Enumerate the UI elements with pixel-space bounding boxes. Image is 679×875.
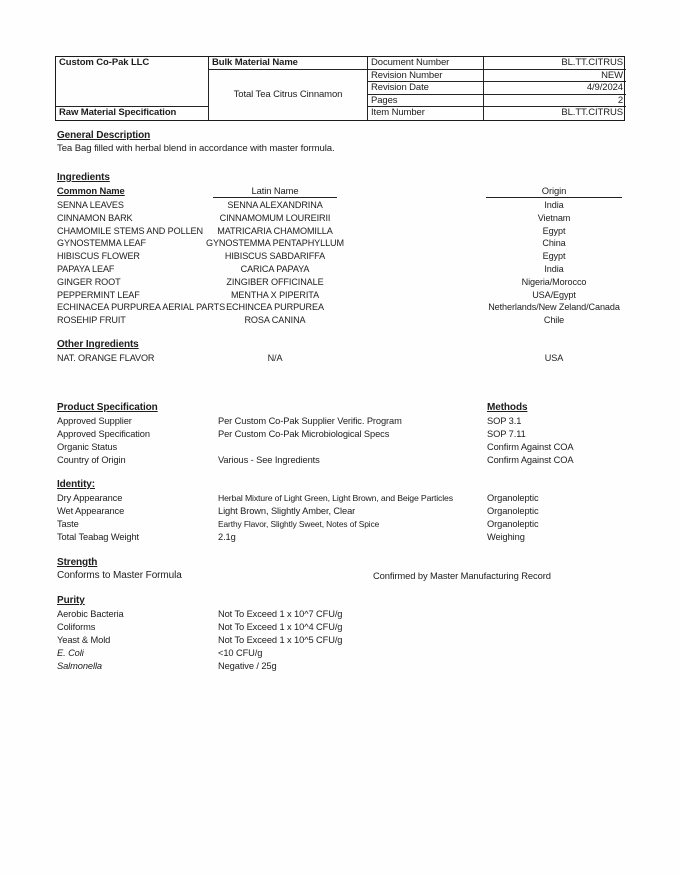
identity-method: Weighing: [487, 532, 525, 542]
methods-heading: Methods: [487, 402, 528, 413]
common-name-cell: GYNOSTEMMA LEAF: [57, 238, 146, 249]
purity-value: Not To Exceed 1 x 10^7 CFU/g: [218, 609, 343, 619]
origin-cell: Nigeria/Morocco: [521, 276, 587, 287]
purity-value: <10 CFU/g: [218, 648, 263, 658]
purity-label: Coliforms: [57, 622, 96, 632]
strength-heading: Strength: [57, 557, 98, 568]
spec-label: Organic Status: [57, 442, 118, 452]
common-name-cell: HIBISCUS FLOWER: [57, 251, 140, 262]
purity-heading: Purity: [57, 595, 85, 606]
spec-row: [57, 441, 623, 454]
purity-row: [57, 608, 623, 621]
purity-label: Yeast & Mold: [57, 635, 111, 645]
spec-method: Confirm Against COA: [487, 455, 574, 465]
field-value-document-number: BL.TT.CITRUS: [484, 57, 626, 70]
other-ingredient-row: [57, 352, 623, 365]
common-name-cell: CINNAMON BARK: [57, 212, 133, 223]
origin-cell: USA/Egypt: [532, 289, 576, 300]
purity-label: Aerobic Bacteria: [57, 609, 124, 619]
ingredient-row: [57, 237, 623, 250]
general-description-heading: General Description: [57, 130, 151, 141]
latin-name-cell: ROSA CANINA: [244, 315, 306, 326]
purity-label: E. Coli: [57, 648, 84, 658]
strength-section: [57, 556, 623, 582]
origin-cell: India: [544, 263, 564, 274]
bulk-material-label: Bulk Material Name: [209, 57, 368, 70]
field-value-item-number: BL.TT.CITRUS: [561, 107, 623, 119]
general-description-text: Tea Bag filled with herbal blend in accordance with master formula.: [57, 143, 335, 154]
ingredient-row: [57, 301, 623, 314]
identity-value: Herbal Mixture of Light Green, Light Brown, and Beige Particles: [218, 493, 453, 503]
field-value-revision-number: NEW: [484, 70, 626, 83]
common-name-cell: GINGER ROOT: [57, 276, 121, 287]
column-header-common-name: Common Name: [57, 185, 125, 196]
common-name-cell: ECHINACEA PURPUREA AERIAL PARTS: [57, 302, 226, 313]
origin-cell: Egypt: [542, 251, 566, 262]
product-specification-rows: [57, 415, 623, 467]
column-header-origin: Origin: [486, 185, 622, 198]
spec-row: [57, 454, 623, 467]
latin-name-cell: ECHINCEA PURPUREA: [226, 302, 324, 313]
ingredients-heading: Ingredients: [57, 172, 110, 183]
identity-value: Light Brown, Slightly Amber, Clear: [218, 506, 356, 516]
latin-name-cell: CARICA PAPAYA: [240, 263, 310, 274]
strength-row: [57, 569, 623, 582]
common-name-cell: PEPPERMINT LEAF: [57, 289, 140, 300]
purity-row: [57, 647, 623, 660]
purity-value: Not To Exceed 1 x 10^4 CFU/g: [218, 622, 343, 632]
latin-name-cell: HIBISCUS SABDARIFFA: [224, 251, 326, 262]
ingredients-table: [57, 199, 623, 327]
latin-name-cell: MENTHA X PIPERITA: [230, 289, 320, 300]
latin-name-cell: ZINGIBER OFFICINALE: [226, 276, 324, 287]
spec-value: Per Custom Co-Pak Supplier Verific. Program: [218, 416, 402, 426]
spec-label: Approved Specification: [57, 429, 150, 439]
identity-method: Organoleptic: [487, 493, 539, 503]
common-name-cell: NAT. ORANGE FLAVOR: [57, 353, 155, 363]
latin-name-cell: N/A: [267, 353, 283, 363]
strength-statement: Conforms to Master Formula: [57, 570, 182, 581]
field-label-item-number: Item Number: [368, 107, 484, 120]
origin-cell: Egypt: [542, 225, 566, 236]
identity-row: [57, 518, 623, 531]
ingredient-row: [57, 263, 623, 276]
identity-label: Taste: [57, 519, 79, 529]
other-ingredients-table: [57, 352, 623, 365]
common-name-cell: SENNA LEAVES: [57, 200, 124, 210]
field-label-revision-date: Revision Date: [368, 82, 484, 95]
ingredient-row: [57, 289, 623, 302]
purity-value: Negative / 25g: [218, 661, 277, 671]
purity-rows: [57, 608, 623, 673]
general-description-section: [57, 129, 623, 155]
purity-value: Not To Exceed 1 x 10^5 CFU/g: [218, 635, 343, 645]
spec-value: Per Custom Co-Pak Microbiological Specs: [218, 429, 390, 439]
purity-section: [57, 594, 623, 673]
spec-method: SOP 3.1: [487, 416, 522, 426]
origin-cell: Vietnam: [537, 212, 571, 223]
common-name-cell: CHAMOMILE STEMS AND POLLEN: [57, 225, 203, 236]
field-value-revision-date: 4/9/2024: [484, 82, 626, 95]
latin-name-cell: GYNOSTEMMA PENTAPHYLLUM: [205, 238, 345, 249]
spec-label: Approved Supplier: [57, 416, 132, 426]
purity-row: [57, 660, 623, 673]
spec-method: SOP 7.11: [487, 429, 526, 439]
spec-row: [57, 428, 623, 441]
purity-label: Salmonella: [57, 661, 102, 671]
identity-heading: Identity:: [57, 479, 95, 490]
common-name-cell: ROSEHIP FRUIT: [57, 315, 126, 326]
ingredient-row: [57, 225, 623, 238]
purity-row: [57, 634, 623, 647]
product-specification-section: [57, 401, 623, 467]
identity-method: Organoleptic: [487, 506, 539, 516]
identity-label: Dry Appearance: [57, 493, 123, 503]
spec-label: Country of Origin: [57, 455, 126, 465]
column-header-latin-name: Latin Name: [213, 185, 337, 198]
origin-cell: Chile: [543, 315, 565, 326]
identity-row: [57, 505, 623, 518]
other-ingredients-heading: Other Ingredients: [57, 339, 139, 350]
company-name: Custom Co-Pak LLC: [56, 57, 209, 107]
latin-name-cell: CINNAMOMUM LOUREIRII: [219, 212, 331, 223]
identity-method: Organoleptic: [487, 519, 539, 529]
ingredient-row: [57, 212, 623, 225]
ingredient-row: [57, 314, 623, 327]
field-label-document-number: Document Number: [368, 57, 484, 70]
spec-method: Confirm Against COA: [487, 442, 574, 452]
spec-row: [57, 415, 623, 428]
origin-cell: China: [542, 238, 566, 249]
identity-row: [57, 531, 623, 544]
document-type-label: Raw Material Specification: [56, 107, 209, 120]
ingredients-column-headers: [57, 185, 623, 198]
origin-cell: Netherlands/New Zeland/Canada: [488, 302, 620, 313]
field-value-pages: 2: [484, 95, 626, 108]
latin-name-cell: MATRICARIA CHAMOMILLA: [217, 225, 333, 236]
latin-name-cell: SENNA ALEXANDRINA: [227, 200, 323, 210]
identity-rows: [57, 492, 623, 544]
identity-label: Wet Appearance: [57, 506, 125, 516]
field-label-pages: Pages: [368, 95, 484, 108]
product-specification-heading: Product Specification: [57, 402, 158, 413]
bulk-material-name: Total Tea Citrus Cinnamon: [209, 70, 368, 120]
identity-row: [57, 492, 623, 505]
common-name-cell: PAPAYA LEAF: [57, 263, 115, 274]
ingredient-row: [57, 250, 623, 263]
origin-cell: India: [544, 200, 564, 210]
strength-confirmation: Confirmed by Master Manufacturing Record: [373, 570, 551, 581]
purity-row: [57, 621, 623, 634]
origin-cell: USA: [544, 353, 564, 363]
identity-section: [57, 478, 623, 544]
spec-value: Various - See Ingredients: [218, 455, 320, 465]
identity-label: Total Teabag Weight: [57, 532, 140, 542]
identity-value: 2.1g: [218, 532, 236, 542]
header-table: [55, 56, 625, 121]
field-label-revision-number: Revision Number: [368, 70, 484, 83]
ingredient-row: [57, 199, 623, 212]
ingredient-row: [57, 276, 623, 289]
identity-value: Earthy Flavor, Slightly Sweet, Notes of Spice: [218, 519, 380, 529]
other-ingredients-section: [57, 338, 623, 365]
ingredients-section: [57, 171, 623, 327]
